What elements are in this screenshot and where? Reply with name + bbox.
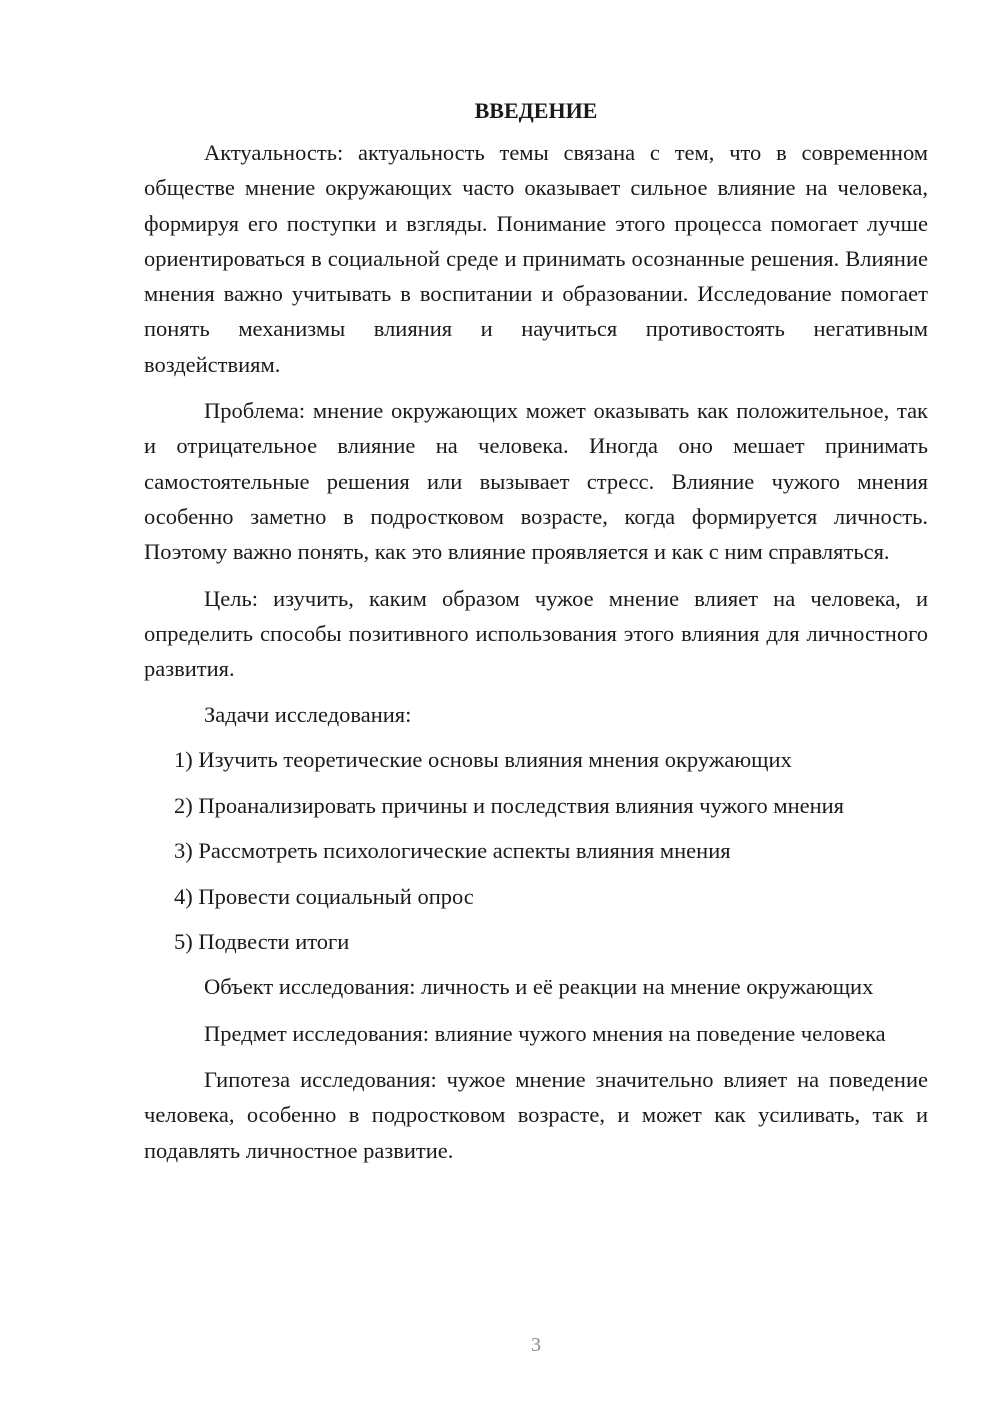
paragraph-subject: Предмет исследования: влияние чужого мнения на поведение человека bbox=[204, 1020, 886, 1046]
list-item: 3) Рассмотреть психологические аспекты влияния мнения bbox=[174, 838, 731, 864]
list-item: 5) Подвести итоги bbox=[174, 929, 350, 955]
tasks-list bbox=[144, 742, 928, 959]
section-heading: ВВЕДЕНИЕ bbox=[474, 98, 598, 123]
paragraph-relevance: Актуальность: актуальность темы связана с тем, что в современном обществе мнение окружающих часто оказывает сильное влияние на человека, формируя его поступки и взгляды. Понимание этого процесса помогает лучше ориентироваться в социальной среде и принимать осознанные решения. Влияние мнения важно учитывать в воспитании и образовании. Исследование помогает понять механизмы влияния и научиться противостоять негативным воздействиям. bbox=[144, 140, 928, 377]
paragraph-problem: Проблема: мнение окружающих может оказывать как положительное, так и отрицательное влияние на человека. Иногда оно мешает принимать самостоятельные решения или вызывает стресс. Влияние чужого мнения особенно заметно в подростковом возрасте, когда формируется личность. Поэтому важно понять, как это влияние проявляется и как с ним справляться. bbox=[144, 398, 928, 565]
page-content bbox=[144, 93, 928, 1179]
list-item: 1) Изучить теоретические основы влияния мнения окружающих bbox=[174, 747, 792, 773]
list-item: 2) Проанализировать причины и последствия влияния чужого мнения bbox=[174, 792, 845, 818]
page-number: 3 bbox=[531, 1334, 541, 1356]
paragraph-hypothesis: Гипотеза исследования: чужое мнение значительно влияет на поведение человека, особенно в подростковом возрасте, и может как усиливать, так и подавлять личностное развитие. bbox=[144, 1067, 928, 1163]
list-item: 4) Провести социальный опрос bbox=[174, 883, 474, 909]
tasks-title: Задачи исследования: bbox=[204, 702, 412, 728]
paragraph-goal: Цель: изучить, каким образом чужое мнение влияет на человека, и определить способы позитивного использования этого влияния для личностного развития. bbox=[144, 585, 928, 682]
paragraph-object: Объект исследования: личность и её реакции на мнение окружающих bbox=[204, 974, 874, 1000]
